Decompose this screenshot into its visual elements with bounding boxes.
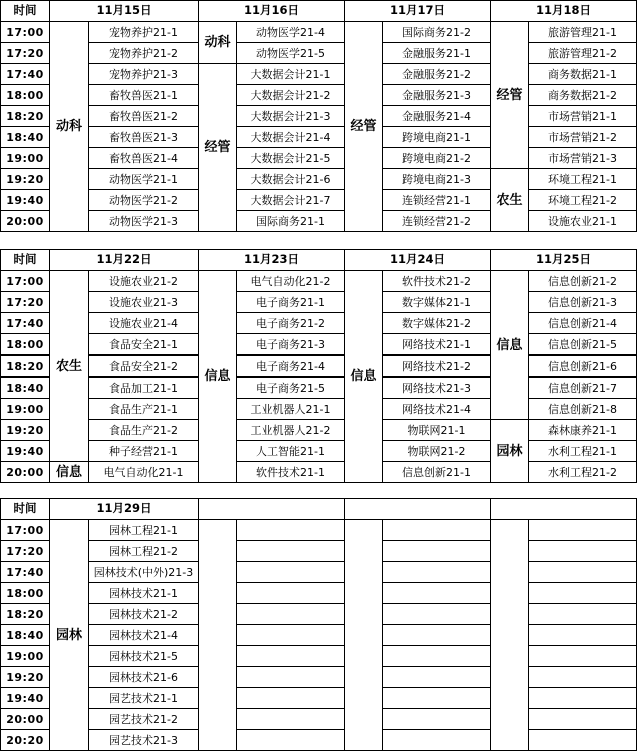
dept-label: 经管	[199, 64, 237, 232]
class-cell: 市场营销21-2	[529, 127, 637, 148]
empty-cell	[383, 730, 491, 751]
empty-cell	[383, 625, 491, 646]
class-cell: 市场营销21-3	[529, 148, 637, 169]
empty-header	[199, 499, 345, 520]
time-cell: 19:40	[1, 688, 50, 709]
time-cell: 19:40	[1, 441, 50, 462]
class-cell: 金融服务21-1	[383, 43, 491, 64]
empty-cell	[383, 646, 491, 667]
class-cell: 水利工程21-2	[529, 462, 637, 483]
empty-cell	[237, 562, 345, 583]
class-cell: 畜牧兽医21-2	[89, 106, 199, 127]
empty-cell	[529, 730, 637, 751]
class-cell: 食品安全21-1	[89, 334, 199, 356]
time-cell: 19:00	[1, 646, 50, 667]
dept-label: 信息	[50, 462, 89, 483]
time-cell: 18:20	[1, 355, 50, 377]
time-cell: 20:00	[1, 709, 50, 730]
class-cell: 园林技术21-4	[89, 625, 199, 646]
time-cell: 19:20	[1, 420, 50, 441]
time-header: 时间	[1, 1, 50, 22]
class-cell: 园林技术21-2	[89, 604, 199, 625]
class-cell: 动物医学21-5	[237, 43, 345, 64]
class-cell: 食品生产21-2	[89, 420, 199, 441]
class-cell: 园林技术(中外)21-3	[89, 562, 199, 583]
class-cell: 大数据会计21-2	[237, 85, 345, 106]
class-cell: 环境工程21-1	[529, 169, 637, 190]
date-header: 11月18日	[491, 1, 637, 22]
class-cell: 畜牧兽医21-1	[89, 85, 199, 106]
time-cell: 18:20	[1, 604, 50, 625]
class-cell: 软件技术21-2	[383, 271, 491, 292]
dept-label: 园林	[491, 420, 529, 483]
empty-cell	[529, 604, 637, 625]
class-cell: 动物医学21-1	[89, 169, 199, 190]
class-cell: 信息创新21-7	[529, 377, 637, 399]
empty-cell	[237, 625, 345, 646]
class-cell: 电气自动化21-2	[237, 271, 345, 292]
time-cell: 17:40	[1, 313, 50, 334]
time-header: 时间	[1, 499, 50, 520]
dept-label: 园林	[50, 520, 89, 751]
class-cell: 数字媒体21-2	[383, 313, 491, 334]
empty-cell	[491, 520, 529, 751]
class-cell: 人工智能21-1	[237, 441, 345, 462]
class-cell: 宠物养护21-1	[89, 22, 199, 43]
empty-cell	[529, 646, 637, 667]
empty-header	[345, 499, 491, 520]
class-cell: 旅游管理21-1	[529, 22, 637, 43]
empty-header	[491, 499, 637, 520]
class-cell: 信息创新21-1	[383, 462, 491, 483]
time-cell: 18:20	[1, 106, 50, 127]
class-cell: 信息创新21-5	[529, 334, 637, 356]
class-cell: 动物医学21-3	[89, 211, 199, 232]
class-cell: 大数据会计21-6	[237, 169, 345, 190]
empty-cell	[383, 688, 491, 709]
date-header: 11月25日	[491, 250, 637, 271]
class-cell: 电子商务21-3	[237, 334, 345, 356]
class-cell: 园林技术21-6	[89, 667, 199, 688]
empty-cell	[383, 709, 491, 730]
time-cell: 17:20	[1, 541, 50, 562]
class-cell: 国际商务21-1	[237, 211, 345, 232]
empty-cell	[529, 667, 637, 688]
dept-label: 信息	[491, 271, 529, 420]
class-cell: 信息创新21-8	[529, 399, 637, 420]
empty-cell	[529, 709, 637, 730]
class-cell: 跨境电商21-3	[383, 169, 491, 190]
empty-cell	[529, 541, 637, 562]
class-cell: 园林工程21-2	[89, 541, 199, 562]
empty-cell	[383, 667, 491, 688]
class-cell: 大数据会计21-3	[237, 106, 345, 127]
class-cell: 工业机器人21-1	[237, 399, 345, 420]
class-cell: 设施农业21-2	[89, 271, 199, 292]
schedule-table-2	[0, 249, 637, 483]
time-cell: 17:20	[1, 292, 50, 313]
class-cell: 大数据会计21-7	[237, 190, 345, 211]
class-cell: 软件技术21-1	[237, 462, 345, 483]
empty-cell	[383, 583, 491, 604]
class-cell: 信息创新21-6	[529, 355, 637, 377]
class-cell: 跨境电商21-2	[383, 148, 491, 169]
empty-cell	[199, 520, 237, 751]
dept-label: 信息	[345, 271, 383, 483]
empty-cell	[383, 562, 491, 583]
class-cell: 园林工程21-1	[89, 520, 199, 541]
class-cell: 动物医学21-2	[89, 190, 199, 211]
time-cell: 17:00	[1, 271, 50, 292]
class-cell: 园艺技术21-2	[89, 709, 199, 730]
time-cell: 17:00	[1, 520, 50, 541]
empty-cell	[237, 667, 345, 688]
class-cell: 网络技术21-3	[383, 377, 491, 399]
class-cell: 电子商务21-5	[237, 377, 345, 399]
time-cell: 20:00	[1, 211, 50, 232]
class-cell: 宠物养护21-2	[89, 43, 199, 64]
class-cell: 商务数据21-2	[529, 85, 637, 106]
class-cell: 食品加工21-1	[89, 377, 199, 399]
time-cell: 18:40	[1, 377, 50, 399]
date-header: 11月15日	[50, 1, 199, 22]
time-cell: 18:40	[1, 625, 50, 646]
class-cell: 森林康养21-1	[529, 420, 637, 441]
dept-label: 动科	[199, 22, 237, 64]
class-cell: 大数据会计21-1	[237, 64, 345, 85]
class-cell: 电子商务21-4	[237, 355, 345, 377]
class-cell: 畜牧兽医21-4	[89, 148, 199, 169]
empty-cell	[383, 520, 491, 541]
class-cell: 连锁经营21-1	[383, 190, 491, 211]
time-cell: 20:20	[1, 730, 50, 751]
date-header: 11月24日	[345, 250, 491, 271]
date-header: 11月23日	[199, 250, 345, 271]
empty-cell	[237, 646, 345, 667]
dept-label: 动科	[50, 22, 89, 232]
empty-cell	[383, 541, 491, 562]
class-cell: 畜牧兽医21-3	[89, 127, 199, 148]
class-cell: 园林技术21-1	[89, 583, 199, 604]
class-cell: 食品生产21-1	[89, 399, 199, 420]
class-cell: 设施农业21-3	[89, 292, 199, 313]
empty-cell	[237, 730, 345, 751]
class-cell: 物联网21-1	[383, 420, 491, 441]
class-cell: 环境工程21-2	[529, 190, 637, 211]
empty-cell	[237, 688, 345, 709]
class-cell: 大数据会计21-5	[237, 148, 345, 169]
class-cell: 园艺技术21-3	[89, 730, 199, 751]
empty-cell	[237, 583, 345, 604]
time-cell: 17:40	[1, 64, 50, 85]
class-cell: 金融服务21-4	[383, 106, 491, 127]
empty-cell	[529, 583, 637, 604]
class-cell: 网络技术21-2	[383, 355, 491, 377]
empty-cell	[237, 520, 345, 541]
class-cell: 信息创新21-4	[529, 313, 637, 334]
class-cell: 网络技术21-4	[383, 399, 491, 420]
dept-label: 信息	[199, 271, 237, 483]
class-cell: 物联网21-2	[383, 441, 491, 462]
date-header: 11月17日	[345, 1, 491, 22]
time-cell: 18:00	[1, 583, 50, 604]
time-cell: 19:00	[1, 148, 50, 169]
class-cell: 电子商务21-2	[237, 313, 345, 334]
class-cell: 电子商务21-1	[237, 292, 345, 313]
class-cell: 商务数据21-1	[529, 64, 637, 85]
class-cell: 设施农业21-4	[89, 313, 199, 334]
class-cell: 园艺技术21-1	[89, 688, 199, 709]
empty-cell	[529, 625, 637, 646]
time-cell: 19:20	[1, 169, 50, 190]
time-header: 时间	[1, 250, 50, 271]
empty-cell	[529, 688, 637, 709]
schedule-table-3	[0, 498, 637, 751]
class-cell: 网络技术21-1	[383, 334, 491, 356]
class-cell: 国际商务21-2	[383, 22, 491, 43]
dept-label: 农生	[491, 169, 529, 232]
time-cell: 17:40	[1, 562, 50, 583]
class-cell: 信息创新21-2	[529, 271, 637, 292]
date-header: 11月22日	[50, 250, 199, 271]
date-header: 11月29日	[50, 499, 199, 520]
empty-cell	[529, 562, 637, 583]
dept-label: 经管	[345, 22, 383, 232]
dept-label: 农生	[50, 271, 89, 462]
class-cell: 旅游管理21-2	[529, 43, 637, 64]
class-cell: 园林技术21-5	[89, 646, 199, 667]
time-cell: 19:20	[1, 667, 50, 688]
class-cell: 跨境电商21-1	[383, 127, 491, 148]
time-cell: 17:20	[1, 43, 50, 64]
time-cell: 19:40	[1, 190, 50, 211]
class-cell: 金融服务21-2	[383, 64, 491, 85]
time-cell: 20:00	[1, 462, 50, 483]
empty-cell	[529, 520, 637, 541]
dept-label: 经管	[491, 22, 529, 169]
date-header: 11月16日	[199, 1, 345, 22]
time-cell: 18:00	[1, 334, 50, 356]
class-cell: 信息创新21-3	[529, 292, 637, 313]
class-cell: 工业机器人21-2	[237, 420, 345, 441]
class-cell: 市场营销21-1	[529, 106, 637, 127]
time-cell: 18:00	[1, 85, 50, 106]
schedule-table-1	[0, 0, 637, 232]
empty-cell	[345, 520, 383, 751]
class-cell: 种子经营21-1	[89, 441, 199, 462]
class-cell: 数字媒体21-1	[383, 292, 491, 313]
empty-cell	[237, 541, 345, 562]
class-cell: 设施农业21-1	[529, 211, 637, 232]
class-cell: 大数据会计21-4	[237, 127, 345, 148]
empty-cell	[237, 709, 345, 730]
class-cell: 食品安全21-2	[89, 355, 199, 377]
empty-cell	[383, 604, 491, 625]
class-cell: 水利工程21-1	[529, 441, 637, 462]
time-cell: 17:00	[1, 22, 50, 43]
class-cell: 金融服务21-3	[383, 85, 491, 106]
class-cell: 动物医学21-4	[237, 22, 345, 43]
empty-cell	[237, 604, 345, 625]
class-cell: 连锁经营21-2	[383, 211, 491, 232]
class-cell: 电气自动化21-1	[89, 462, 199, 483]
time-cell: 18:40	[1, 127, 50, 148]
time-cell: 19:00	[1, 399, 50, 420]
class-cell: 宠物养护21-3	[89, 64, 199, 85]
